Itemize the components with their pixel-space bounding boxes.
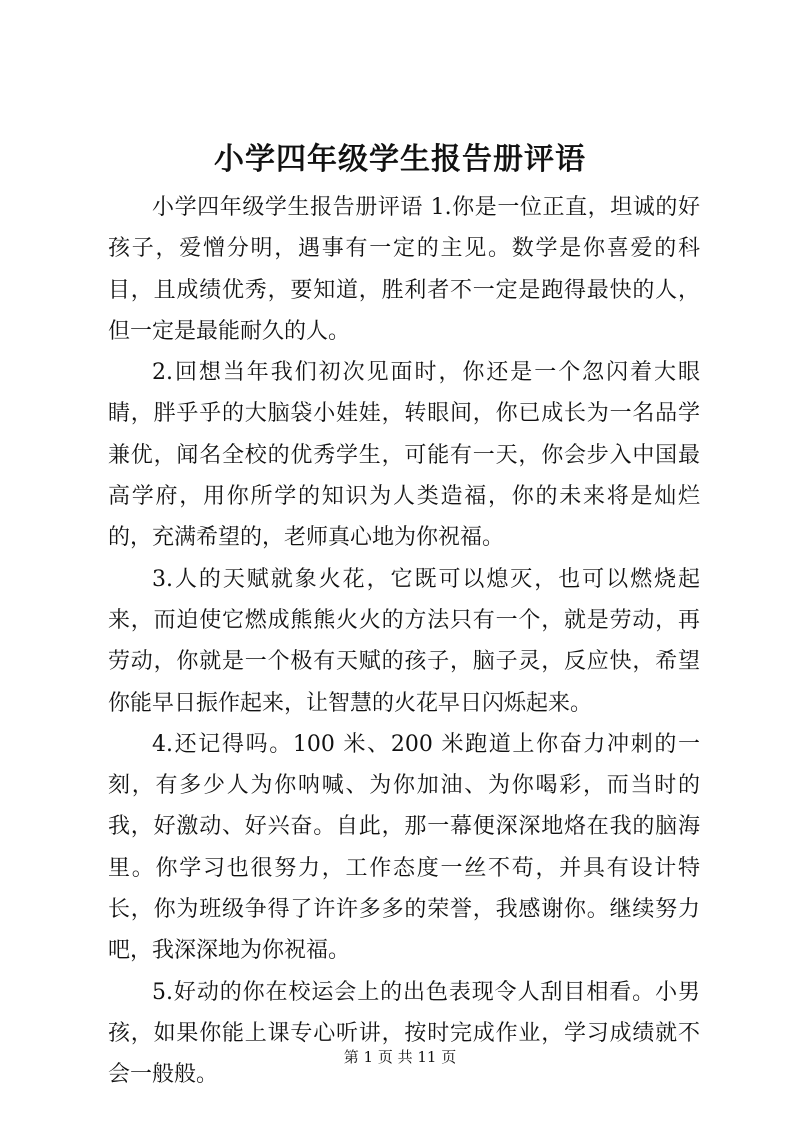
paragraph-3: 3.人的天赋就象火花，它既可以熄灭，也可以燃烧起来，而迫使它燃成熊熊火火的方法只有一个，就是劳动，再劳动，你就是一个极有天赋的孩子，脑子灵，反应快，希望你能早日振作起来，让智慧的火花早日闪烁起来。 bbox=[108, 566, 700, 716]
page-footer: 第 1 页 共 11 页 bbox=[343, 1048, 457, 1066]
document-title: 小学四年级学生报告册评语 bbox=[214, 142, 586, 177]
paragraph-5: 5.好动的你在校运会上的出色表现令人刮目相看。小男孩，如果你能上课专心听讲，按时完成作业，学习成绩就不会一般般。 bbox=[108, 979, 700, 1088]
paragraph-4: 4.还记得吗。100 米、200 米跑道上你奋力冲刺的一刻，有多少人为你呐喊、为你加油、为你喝彩，而当时的我，好激动、好兴奋。自此，那一幕便深深地烙在我的脑海里。你学习也很努力，工作态度一丝不苟，并具有设计特长，你为班级争得了许许多多的荣誉，我感谢你。继续努力吧，我深深地为你祝福。 bbox=[108, 731, 700, 964]
paragraph-1: 小学四年级学生报告册评语 1.你是一位正直，坦诚的好孩子，爱憎分明，遇事有一定的主见。数学是你喜爱的科目，且成绩优秀，要知道，胜利者不一定是跑得最快的人，但一定是最能耐久的人。 bbox=[108, 195, 700, 344]
paragraph-2: 2.回想当年我们初次见面时，你还是一个忽闪着大眼睛，胖乎乎的大脑袋小娃娃，转眼间，你已成长为一名品学兼优，闻名全校的优秀学生，可能有一天，你会步入中国最高学府，用你所学的知识为人类造福，你的未来将是灿烂的，充满希望的，老师真心地为你祝福。 bbox=[108, 360, 700, 551]
document-body bbox=[108, 187, 700, 1096]
